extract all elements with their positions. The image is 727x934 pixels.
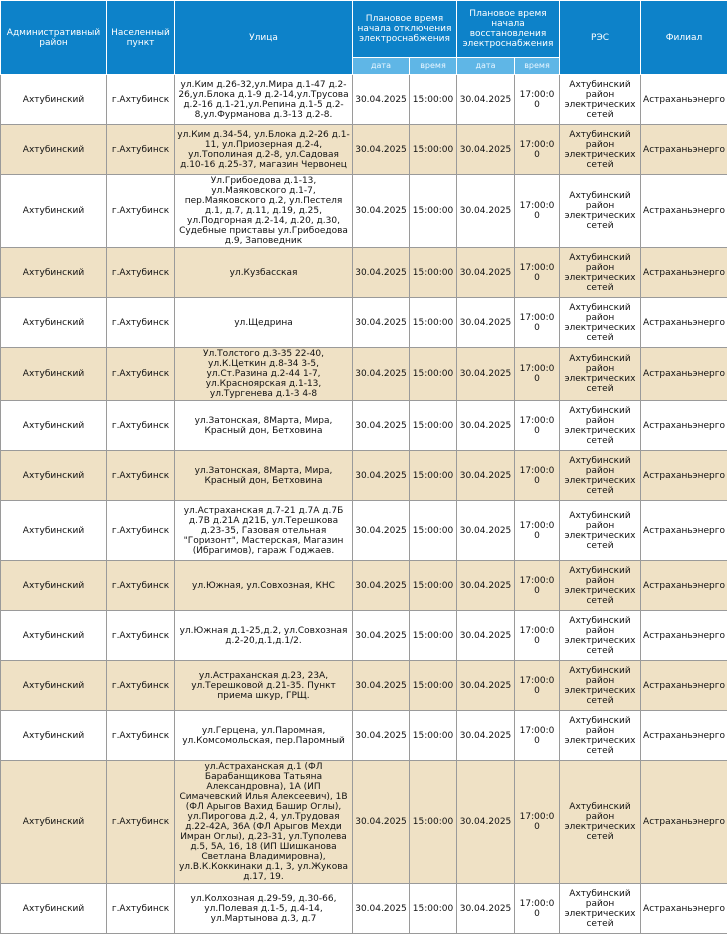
cell-street: ул.Южная, ул.Совхозная, КНС — [175, 561, 353, 611]
cell-street: ул.Астраханская д.23, 23А, ул.Терешковой д.21-35. Пункт приема шкур, ГРЩ. — [175, 661, 353, 711]
cell-branch: Астраханьэнерго — [641, 501, 727, 561]
cell-street: Ул.Грибоедова д.1-13, ул.Маяковского д.1-7, пер.Маяковского д.2, ул.Пестеля д.1, д.7, д.11, д.19, д.25, ул.Подгорная д.2-14, д.20, д.30, Судебные приставы ул.Грибоедова д.9, Заповедник — [175, 175, 353, 248]
table-row — [1, 711, 727, 761]
cell-off-date: 30.04.2025 — [353, 451, 410, 501]
cell-off-date: 30.04.2025 — [353, 125, 410, 175]
cell-district: Ахтубинский — [1, 298, 107, 348]
cell-district: Ахтубинский — [1, 561, 107, 611]
cell-res: Ахтубинский район электрических сетей — [560, 561, 641, 611]
table-row — [1, 175, 727, 248]
cell-street: ул.Южная д.1-25,д.2, ул.Совхозная д.2-20,д.1,д.1/2. — [175, 611, 353, 661]
cell-district: Ахтубинский — [1, 451, 107, 501]
cell-on-time: 17:00:00 — [515, 401, 560, 451]
cell-off-time: 15:00:00 — [410, 884, 457, 934]
cell-settlement: г.Ахтубинск — [107, 561, 175, 611]
cell-district: Ахтубинский — [1, 248, 107, 298]
cell-branch: Астраханьэнерго — [641, 75, 727, 125]
cell-off-time: 15:00:00 — [410, 611, 457, 661]
cell-res: Ахтубинский район электрических сетей — [560, 884, 641, 934]
cell-off-time: 15:00:00 — [410, 298, 457, 348]
cell-off-time: 15:00:00 — [410, 125, 457, 175]
table-row — [1, 125, 727, 175]
cell-on-time: 17:00:00 — [515, 248, 560, 298]
cell-on-date: 30.04.2025 — [457, 75, 515, 125]
cell-res: Ахтубинский район электрических сетей — [560, 761, 641, 884]
cell-branch: Астраханьэнерго — [641, 561, 727, 611]
table-row — [1, 761, 727, 884]
cell-settlement: г.Ахтубинск — [107, 125, 175, 175]
cell-on-time: 17:00:00 — [515, 561, 560, 611]
cell-settlement: г.Ахтубинск — [107, 248, 175, 298]
cell-district: Ахтубинский — [1, 884, 107, 934]
cell-off-date: 30.04.2025 — [353, 661, 410, 711]
cell-on-time: 17:00:00 — [515, 501, 560, 561]
cell-district: Ахтубинский — [1, 401, 107, 451]
table-row — [1, 611, 727, 661]
cell-street: ул.Колхозная д.29-59, д.30-66, ул.Полевая д.1-5, д.4-14, ул.Мартынова д.3, д.7 — [175, 884, 353, 934]
cell-settlement: г.Ахтубинск — [107, 401, 175, 451]
cell-res: Ахтубинский район электрических сетей — [560, 501, 641, 561]
cell-res: Ахтубинский район электрических сетей — [560, 75, 641, 125]
cell-off-time: 15:00:00 — [410, 661, 457, 711]
cell-settlement: г.Ахтубинск — [107, 761, 175, 884]
cell-on-date: 30.04.2025 — [457, 561, 515, 611]
cell-off-time: 15:00:00 — [410, 248, 457, 298]
cell-on-date: 30.04.2025 — [457, 611, 515, 661]
cell-off-time: 15:00:00 — [410, 175, 457, 248]
cell-res: Ахтубинский район электрических сетей — [560, 451, 641, 501]
cell-on-time: 17:00:00 — [515, 711, 560, 761]
cell-on-date: 30.04.2025 — [457, 711, 515, 761]
cell-on-date: 30.04.2025 — [457, 175, 515, 248]
cell-on-date: 30.04.2025 — [457, 298, 515, 348]
cell-branch: Астраханьэнерго — [641, 298, 727, 348]
cell-off-time: 15:00:00 — [410, 75, 457, 125]
cell-on-date: 30.04.2025 — [457, 884, 515, 934]
cell-on-date: 30.04.2025 — [457, 451, 515, 501]
table-row — [1, 248, 727, 298]
cell-branch: Астраханьэнерго — [641, 451, 727, 501]
cell-res: Ахтубинский район электрических сетей — [560, 348, 641, 401]
cell-res: Ахтубинский район электрических сетей — [560, 175, 641, 248]
cell-on-time: 17:00:00 — [515, 125, 560, 175]
table-row — [1, 75, 727, 125]
cell-district: Ахтубинский — [1, 175, 107, 248]
table-row — [1, 401, 727, 451]
cell-settlement: г.Ахтубинск — [107, 298, 175, 348]
cell-district: Ахтубинский — [1, 611, 107, 661]
cell-off-date: 30.04.2025 — [353, 611, 410, 661]
cell-district: Ахтубинский — [1, 75, 107, 125]
cell-street: ул.Герцена, ул.Паромная, ул.Комсомольская, пер.Паромный — [175, 711, 353, 761]
header-district: Административный район — [1, 1, 107, 75]
cell-res: Ахтубинский район электрических сетей — [560, 661, 641, 711]
cell-off-time: 15:00:00 — [410, 501, 457, 561]
table-row — [1, 451, 727, 501]
cell-off-time: 15:00:00 — [410, 761, 457, 884]
cell-off-date: 30.04.2025 — [353, 561, 410, 611]
cell-res: Ахтубинский район электрических сетей — [560, 298, 641, 348]
table-row — [1, 298, 727, 348]
cell-branch: Астраханьэнерго — [641, 761, 727, 884]
subheader-on-date: дата — [457, 58, 515, 75]
cell-on-date: 30.04.2025 — [457, 248, 515, 298]
cell-district: Ахтубинский — [1, 348, 107, 401]
cell-off-date: 30.04.2025 — [353, 884, 410, 934]
cell-on-date: 30.04.2025 — [457, 125, 515, 175]
cell-settlement: г.Ахтубинск — [107, 501, 175, 561]
cell-district: Ахтубинский — [1, 711, 107, 761]
cell-branch: Астраханьэнерго — [641, 175, 727, 248]
cell-on-time: 17:00:00 — [515, 348, 560, 401]
cell-street: ул.Щедрина — [175, 298, 353, 348]
cell-off-date: 30.04.2025 — [353, 348, 410, 401]
cell-on-date: 30.04.2025 — [457, 401, 515, 451]
cell-settlement: г.Ахтубинск — [107, 661, 175, 711]
cell-off-time: 15:00:00 — [410, 561, 457, 611]
cell-settlement: г.Ахтубинск — [107, 348, 175, 401]
cell-settlement: г.Ахтубинск — [107, 884, 175, 934]
table-row — [1, 348, 727, 401]
cell-district: Ахтубинский — [1, 125, 107, 175]
cell-off-time: 15:00:00 — [410, 711, 457, 761]
cell-district: Ахтубинский — [1, 761, 107, 884]
cell-on-time: 17:00:00 — [515, 451, 560, 501]
cell-off-date: 30.04.2025 — [353, 75, 410, 125]
header-row — [1, 1, 727, 58]
cell-branch: Астраханьэнерго — [641, 401, 727, 451]
header-on-time: Плановое время начала восстановления электроснабжения — [457, 1, 560, 58]
cell-on-date: 30.04.2025 — [457, 661, 515, 711]
header-res: РЭС — [560, 1, 641, 75]
cell-on-time: 17:00:00 — [515, 661, 560, 711]
cell-off-date: 30.04.2025 — [353, 298, 410, 348]
cell-branch: Астраханьэнерго — [641, 661, 727, 711]
cell-off-time: 15:00:00 — [410, 401, 457, 451]
cell-district: Ахтубинский — [1, 501, 107, 561]
cell-branch: Астраханьэнерго — [641, 248, 727, 298]
cell-settlement: г.Ахтубинск — [107, 611, 175, 661]
cell-off-time: 15:00:00 — [410, 451, 457, 501]
table-row — [1, 884, 727, 934]
cell-off-time: 15:00:00 — [410, 348, 457, 401]
cell-on-time: 17:00:00 — [515, 175, 560, 248]
cell-on-time: 17:00:00 — [515, 884, 560, 934]
cell-on-date: 30.04.2025 — [457, 348, 515, 401]
cell-branch: Астраханьэнерго — [641, 611, 727, 661]
subheader-on-time: время — [515, 58, 560, 75]
cell-settlement: г.Ахтубинск — [107, 175, 175, 248]
subheader-off-time: время — [410, 58, 457, 75]
cell-res: Ахтубинский район электрических сетей — [560, 711, 641, 761]
cell-on-time: 17:00:00 — [515, 75, 560, 125]
cell-on-time: 17:00:00 — [515, 611, 560, 661]
cell-settlement: г.Ахтубинск — [107, 451, 175, 501]
cell-settlement: г.Ахтубинск — [107, 75, 175, 125]
cell-street: ул.Затонская, 8Марта, Мира, Красный дон, Бетховина — [175, 401, 353, 451]
cell-street: ул.Ким д.34-54, ул.Блока д.2-26 д.1-11, ул.Приозерная д.2-4, ул.Тополиная д.2-8, ул.Садовая д.10-16 д.25-37, магазин Червонец — [175, 125, 353, 175]
cell-branch: Астраханьэнерго — [641, 711, 727, 761]
cell-street: ул.Кузбасская — [175, 248, 353, 298]
cell-res: Ахтубинский район электрических сетей — [560, 401, 641, 451]
cell-off-date: 30.04.2025 — [353, 501, 410, 561]
cell-branch: Астраханьэнерго — [641, 348, 727, 401]
cell-branch: Астраханьэнерго — [641, 125, 727, 175]
table-row — [1, 561, 727, 611]
cell-district: Ахтубинский — [1, 661, 107, 711]
cell-on-time: 17:00:00 — [515, 298, 560, 348]
cell-res: Ахтубинский район электрических сетей — [560, 125, 641, 175]
cell-off-date: 30.04.2025 — [353, 175, 410, 248]
cell-branch: Астраханьэнерго — [641, 884, 727, 934]
cell-res: Ахтубинский район электрических сетей — [560, 611, 641, 661]
cell-res: Ахтубинский район электрических сетей — [560, 248, 641, 298]
cell-off-date: 30.04.2025 — [353, 401, 410, 451]
cell-street: ул.Затонская, 8Марта, Мира, Красный дон, Бетховина — [175, 451, 353, 501]
cell-street: ул.Астраханская д.1 (ФЛ Барабанщикова Татьяна Александровна), 1А (ИП Симачевский Илья Алексеевич), 1В (ФЛ Арыгов Вахид Башир Оглы), ул.Пирогова д.2, 4, ул.Трудовая д.22-42А, 36А (ФЛ Арыгов Мехди Имран Оглы), д.23-31, ул.Туполева д.5, 5А, 16, 18 (ИП Шишканова Светлана Владимировна), ул.В.К.Коккинаки д.1, 3, ул.Жукова д.17, 19. — [175, 761, 353, 884]
cell-off-date: 30.04.2025 — [353, 248, 410, 298]
cell-off-date: 30.04.2025 — [353, 711, 410, 761]
table-row — [1, 661, 727, 711]
subheader-off-date: дата — [353, 58, 410, 75]
cell-on-date: 30.04.2025 — [457, 761, 515, 884]
cell-street: ул.Астраханская д.7-21 д.7А д.7Б д.7В д.21А д21Б, ул.Терешкова д.23-35, Газовая отельная "Горизонт", Мастерская, Магазин (Ибрагимов), гараж Годжаев. — [175, 501, 353, 561]
table-body — [1, 75, 727, 934]
cell-off-date: 30.04.2025 — [353, 761, 410, 884]
cell-street: Ул.Толстого д.3-35 22-40, ул.К.Цеткин д.8-34 3-5, ул.Ст.Разина д.2-44 1-7, ул.Красноярская д.1-13, ул.Тургенева д.1-3 4-8 — [175, 348, 353, 401]
header-branch: Филиал — [641, 1, 727, 75]
table-row — [1, 501, 727, 561]
header-street: Улица — [175, 1, 353, 75]
cell-on-date: 30.04.2025 — [457, 501, 515, 561]
header-settlement: Населенный пункт — [107, 1, 175, 75]
header-off-time: Плановое время начала отключения электроснабжения — [353, 1, 457, 58]
cell-on-time: 17:00:00 — [515, 761, 560, 884]
cell-settlement: г.Ахтубинск — [107, 711, 175, 761]
cell-street: ул.Ким д.26-32,ул.Мира д.1-47 д.2-26,ул.Блока д.1-9 д.2-14,ул.Трусова д.2-16 д.1-21,ул.Репина д.1-5 д.2-8,ул.Фурманова д.3-13 д.2-8. — [175, 75, 353, 125]
